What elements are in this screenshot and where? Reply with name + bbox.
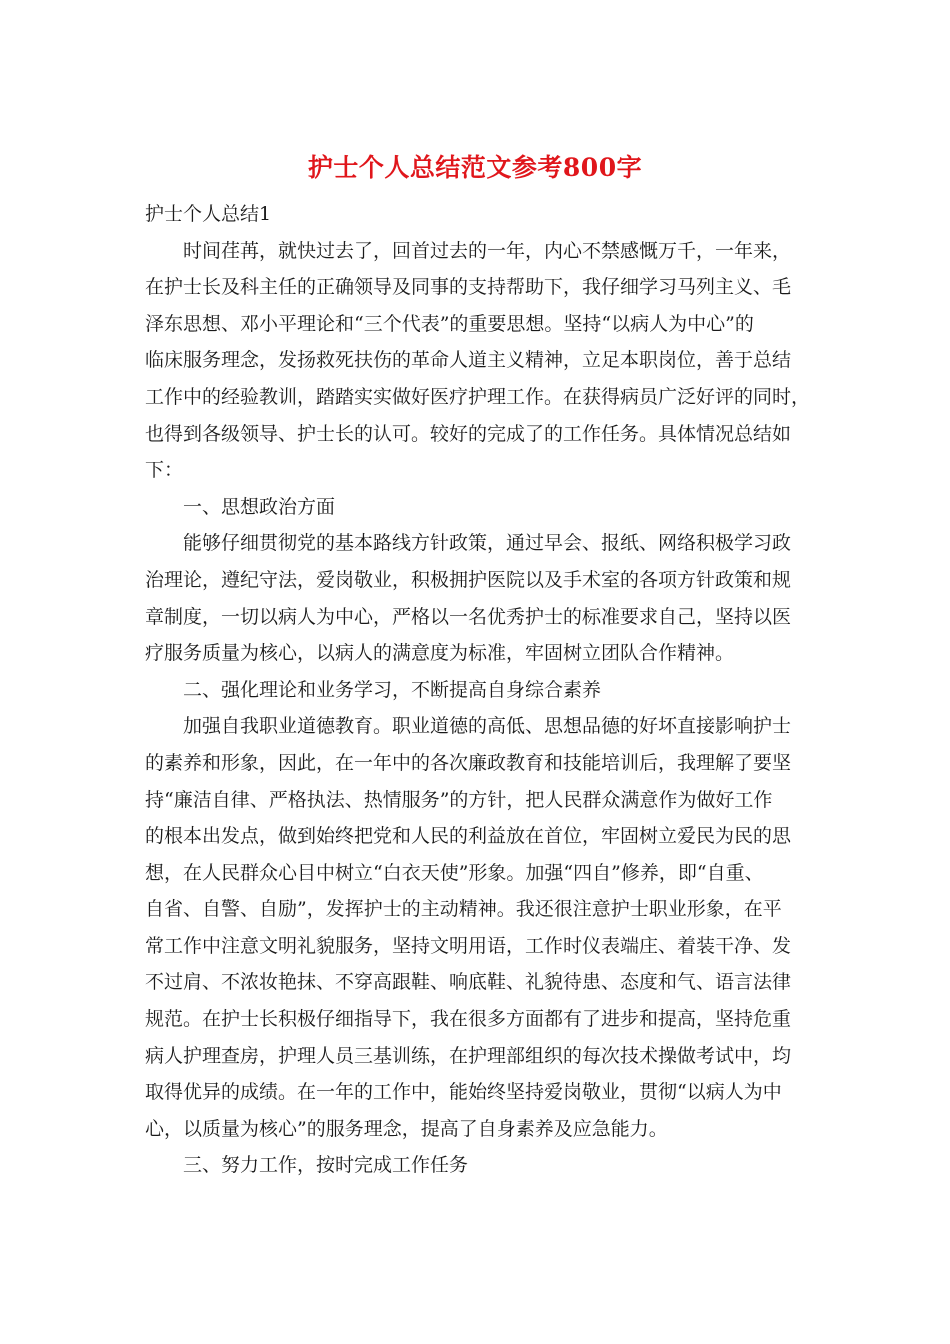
text-line: 规范。在护士长积极仔细指导下，我在很多方面都有了进步和提高，坚持危重 <box>145 1008 792 1031</box>
text-line: 不过肩、不浓妆艳抹、不穿高跟鞋、响底鞋、礼貌待患、态度和气、语言法律 <box>145 971 792 994</box>
text-line: 治理论，遵纪守法，爱岗敬业，积极拥护医院以及手术室的各项方针政策和规 <box>145 568 792 591</box>
text-line: 下： <box>145 459 184 482</box>
page-title: 护士个人总结范文参考800字 <box>307 153 643 182</box>
text-line: 章制度，一切以病人为中心，严格以一名优秀护士的标准要求自己，坚持以医 <box>145 605 792 628</box>
text-line: 工作中的经验教训，踏踏实实做好医疗护理工作。在获得病员广泛好评的同时， <box>145 385 811 408</box>
document-body <box>145 196 811 1184</box>
text-line: 心，以质量为核心”的服务理念，提高了自身素养及应急能力。 <box>145 1117 668 1140</box>
text-line: 也得到各级领导、护士长的认可。较好的完成了的工作任务。具体情况总结如 <box>145 422 792 445</box>
text-line: 病人护理查房，护理人员三基训练，在护理部组织的每次技术操做考试中，均 <box>145 1044 792 1067</box>
text-line: 的根本出发点，做到始终把党和人民的利益放在首位，牢固树立爱民为民的思 <box>145 825 792 848</box>
text-line: 疗服务质量为核心，以病人的满意度为标准，牢固树立团队合作精神。 <box>145 642 735 665</box>
text-line: 持“廉洁自律、严格执法、热情服务”的方针，把人民群众满意作为做好工作 <box>145 788 773 811</box>
text-line: 取得优异的成绩。在一年的工作中，能始终坚持爱岗敬业，贯彻“以病人为中 <box>145 1081 782 1104</box>
text-line: 护士个人总结1 <box>145 203 272 225</box>
text-line: 在护士长及科主任的正确领导及同事的支持帮助下，我仔细学习马列主义、毛 <box>145 276 792 299</box>
text-line: 能够仔细贯彻党的基本路线方针政策，通过早会、报纸、网络积极学习政 <box>183 532 792 555</box>
text-line: 的素养和形象，因此，在一年中的各次廉政教育和技能培训后，我理解了要坚 <box>145 751 792 774</box>
text-line: 一、思想政治方面 <box>183 495 336 518</box>
text-line: 临床服务理念，发扬救死扶伤的革命人道主义精神，立足本职岗位，善于总结 <box>145 349 792 372</box>
text-line: 常工作中注意文明礼貌服务，坚持文明用语，工作时仪表端庄、着装干净、发 <box>145 934 792 957</box>
text-line: 三、努力工作，按时完成工作任务 <box>183 1154 469 1177</box>
text-line: 想，在人民群众心目中树立“白衣天使”形象。加强“四自”修养，即“自重、 <box>145 861 764 884</box>
text-line: 自省、自警、自励”，发挥护士的主动精神。我还很注意护士职业形象，在平 <box>145 898 782 921</box>
text-line: 时间荏苒，就快过去了，回首过去的一年，内心不禁感慨万千，一年来， <box>183 239 792 262</box>
text-line: 泽东思想、邓小平理论和“三个代表”的重要思想。坚持“以病人为中心”的 <box>145 312 754 335</box>
text-line: 二、强化理论和业务学习，不断提高自身综合素养 <box>183 678 602 701</box>
text-line: 加强自我职业道德教育。职业道德的高低、思想品德的好坏直接影响护士 <box>183 715 792 738</box>
